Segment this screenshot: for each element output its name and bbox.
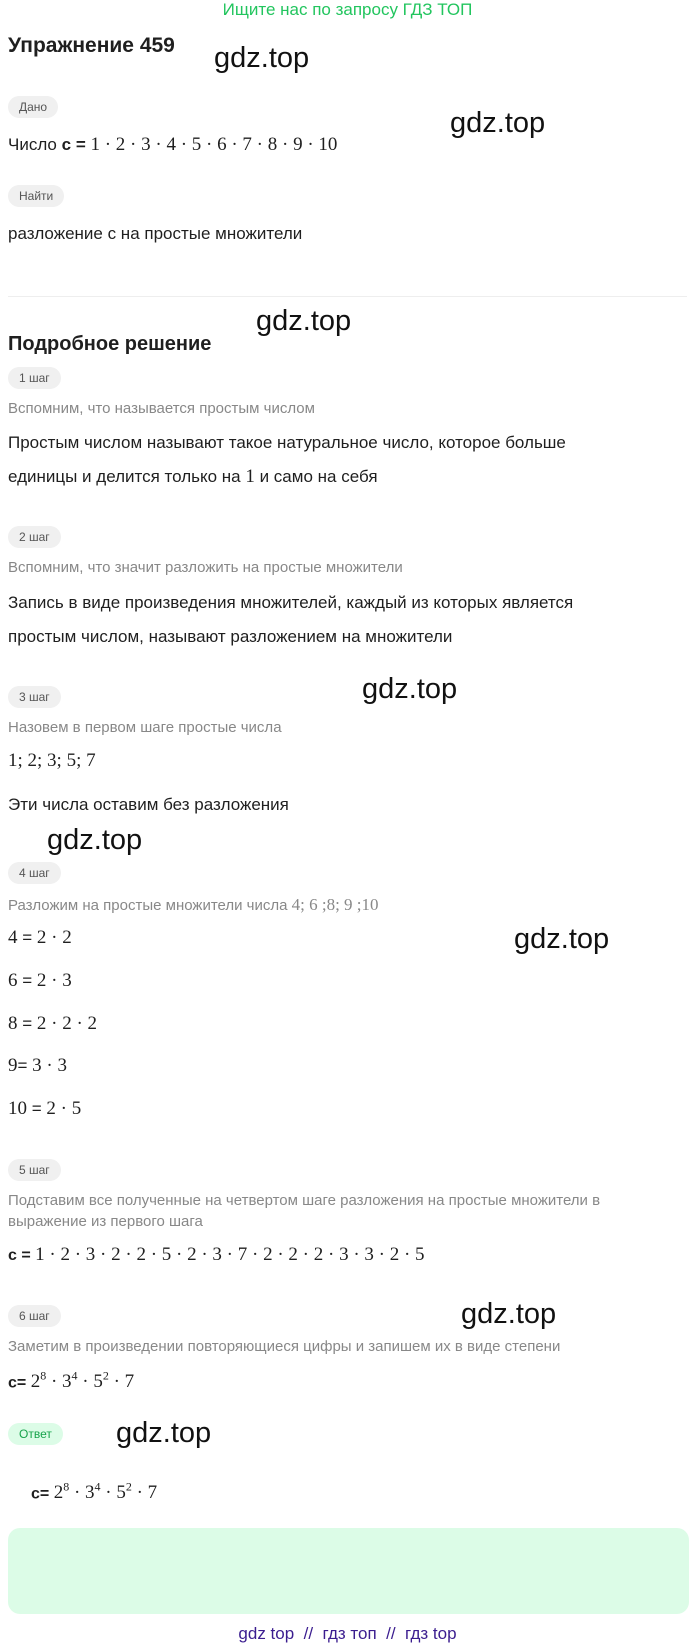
given-expr: 1 · 2 · 3 · 4 · 5 · 6 · 7 · 8 · 9 · 10 (90, 134, 338, 155)
step-badge: 1 шаг (8, 367, 61, 389)
math-number: 1 (245, 466, 255, 487)
step-hint-text: Разложим на простые множители числа (8, 897, 292, 914)
watermark: gdz.top (256, 305, 352, 337)
given-prefix: Число (8, 135, 62, 154)
step-hint: Заметим в произведении повторяющиеся цифры и запишем их в виде степени (8, 1338, 561, 1355)
step-hint-numbers: 4; 6 ;8; 9 ;10 (291, 895, 379, 914)
footer-links (0, 1624, 695, 1644)
solution-title: Подробное решение (8, 333, 212, 355)
step-hint (8, 895, 379, 915)
step-badge: 2 шаг (8, 526, 61, 548)
watermark: gdz.top (450, 107, 546, 139)
factor-row: 9= 3 · 3 (8, 1055, 67, 1076)
product-expr: 1 · 2 · 3 · 2 · 2 · 5 · 2 · 3 · 7 · 2 · 2 · 2 · 3 · 3 · 2 · 5 (35, 1244, 425, 1265)
watermark: gdz.top (116, 1417, 212, 1449)
factor-row: 10 = 2 · 5 (8, 1098, 82, 1119)
watermark: gdz.top (461, 1298, 557, 1330)
factor-row: 6 = 2 · 3 (8, 970, 72, 991)
top-banner[interactable]: Ищите нас по запросу ГДЗ ТОП (222, 0, 473, 19)
answer-box (8, 1528, 689, 1614)
given-statement (8, 134, 337, 156)
step-badge: 6 шаг (8, 1305, 61, 1327)
step-text: Запись в виде произведения множителей, каждый из которых является (8, 593, 574, 612)
footer-separator: // (386, 1624, 396, 1643)
step-text: Простым числом называют такое натуральное число, которое больше (8, 433, 566, 452)
step-text-part: единицы и делится только на (8, 467, 246, 486)
factor-row: 8 = 2 · 2 · 2 (8, 1013, 98, 1034)
power-expression: $с= 2^8 \cdot 3^4 \cdot 5^2 \cdot 7$ (8, 1369, 135, 1393)
given-label: Дано (8, 96, 58, 118)
given-var: с (61, 135, 72, 154)
step-hint: Вспомним, что значит разложить на простые множители (8, 559, 403, 576)
step-badge: 4 шаг (8, 862, 61, 884)
step-badge: 5 шаг (8, 1159, 61, 1181)
watermark: gdz.top (514, 923, 610, 955)
step-hint: выражение из первого шага (8, 1213, 203, 1230)
step-text: простым числом, называют разложением на множители (8, 627, 453, 646)
var-c: с = (8, 1247, 36, 1264)
watermark: gdz.top (362, 673, 458, 705)
watermark: gdz.top (214, 42, 310, 74)
footer-link[interactable]: гдз топ (322, 1624, 377, 1643)
step-text-part: и само на себя (254, 467, 378, 486)
factor-row: 4 = 2 · 2 (8, 927, 72, 948)
step-hint: Вспомним, что называется простым числом (8, 400, 315, 417)
footer-separator: // (303, 1624, 314, 1643)
divider (8, 296, 687, 297)
step-text (8, 466, 378, 488)
step-hint: Назовем в первом шаге простые числа (8, 719, 282, 736)
answer-label: Ответ (8, 1423, 63, 1445)
substitution (8, 1244, 425, 1266)
step-badge: 3 шаг (8, 686, 61, 708)
step-hint: Подставим все полученные на четвертом шаге разложения на простые множители в (8, 1192, 601, 1209)
footer-link[interactable]: gdz top (238, 1624, 295, 1643)
find-text: разложение с на простые множители (8, 224, 303, 243)
page-title: Упражнение 459 (8, 34, 175, 57)
step-text: Эти числа оставим без разложения (8, 795, 289, 814)
answer-expression: $с= 2^8 \cdot 3^4 \cdot 5^2 \cdot 7$ (31, 1480, 158, 1504)
find-label: Найти (8, 185, 64, 207)
watermark: gdz.top (47, 824, 143, 856)
given-eq: = (71, 135, 91, 154)
primes-list: 1; 2; 3; 5; 7 (8, 750, 96, 771)
footer-link[interactable]: гдз top (405, 1624, 457, 1643)
